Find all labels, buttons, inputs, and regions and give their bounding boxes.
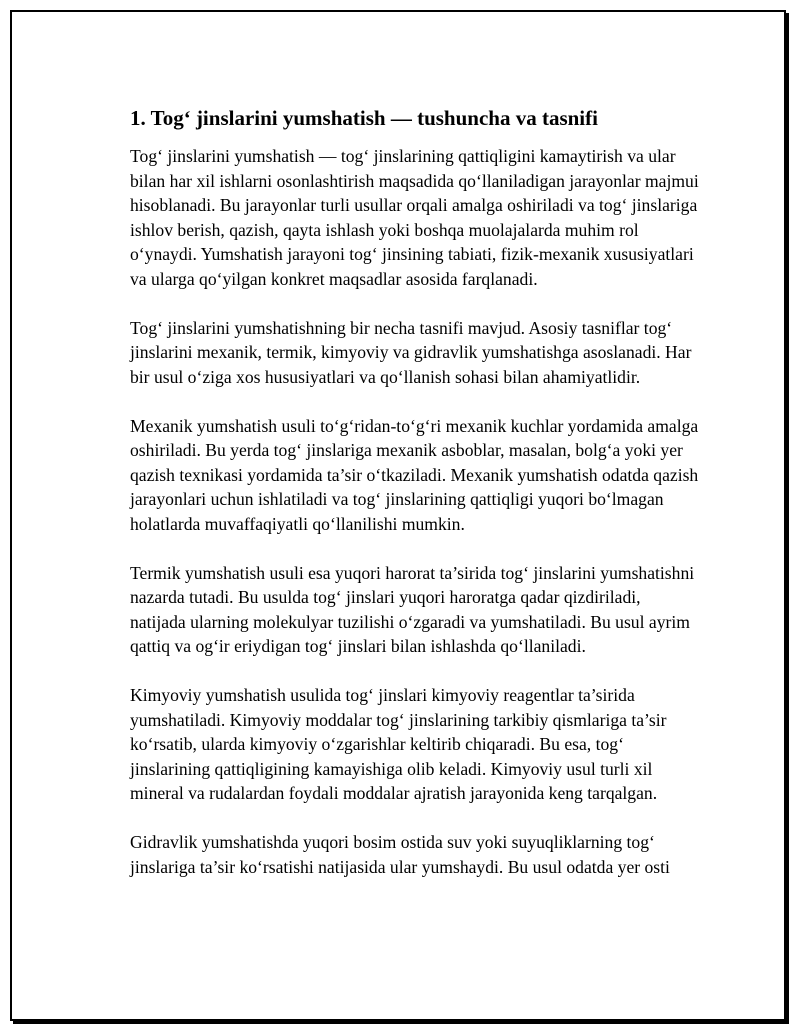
section-heading: 1. Tog‘ jinslarini yumshatish — tushuncha va tasnifi [130, 106, 598, 130]
page-frame [10, 10, 786, 1021]
paragraph-hydraulic: Gidravlik yumshatishda yuqori bosim ostida suv yoki suyuqliklarning tog‘ jinslariga ta’sir ko‘rsatishi natijasida ular yumshaydi. Bu usul odatda yer osti [130, 832, 670, 877]
paragraph-mechanical: Mexanik yumshatish usuli to‘g‘ridan-to‘g‘ri mexanik kuchlar yordamida amalga oshiriladi. Bu yerda tog‘ jinslariga mexanik asboblar, masalan, bolg‘a yoki yer qazish texnikasi yordamida ta’sir o‘tkaziladi. Mexanik yumshatish odatda qazish jarayonlari uchun ishlatiladi va tog‘ jinslarining qattiqligi yuqori bo‘lmagan holatlarda muvaffaqiyatli qo‘llanilishi mumkin. [130, 415, 699, 534]
paragraph-thermal: Termik yumshatish usuli esa yuqori harorat ta’sirida tog‘ jinslarini yumshatishni nazarda tutadi. Bu usulda tog‘ jinslari yuqori haroratga qadar qizdiriladi, natijada ularning molekulyar tuzilishi o‘zgaradi va yumshatiladi. Bu usul ayrim qattiq va og‘ir eriydigan tog‘ jinslari bilan ishlashda qo‘llaniladi. [130, 562, 695, 656]
paragraph-chemical: Kimyoviy yumshatish usulida tog‘ jinslari kimyoviy reagentlar ta’sirida yumshatiladi. Kimyoviy moddalar tog‘ jinslarining tarkibiy qismlariga ta’sir ko‘rsatib, ularda kimyoviy o‘zgarishlar keltirib chiqaradi. Bu esa, tog‘ jinslarining qattiqligining kamayishiga olib keladi. Kimyoviy usul turli xil mineral va rudalardan foydali moddalar ajratish jarayonida keng tarqalgan. [130, 685, 667, 803]
paragraph-definition: Tog‘ jinslarini yumshatish — tog‘ jinslarining qattiqligini kamaytirish va ular bilan har xil ishlarni osonlashtirish maqsadida qo‘llaniladigan jarayonlar majmui hisoblanadi. Bu jarayonlar turli usullar orqali amalga oshiriladi va tog‘ jinslariga ishlov berish, qazish, qayta ishlash yoki boshqa muolajalarda muhim rol o‘ynaydi. Yumshatish jarayoni tog‘ jinsining tabiati, fizik-mexanik xususiyatlari va ularga qo‘yilgan konkret maqsadlar asosida farqlanadi. [130, 146, 699, 289]
paragraph-classification: Tog‘ jinslarini yumshatishning bir necha tasnifi mavjud. Asosiy tasniflar tog‘ jinslarini mexanik, termik, kimyoviy va gidravlik yumshatishga asoslanadi. Har bir usul o‘ziga xos hususiyatlari va qo‘llanish sohasi bilan ahamiyatlidir. [130, 317, 692, 387]
document-body [130, 104, 700, 904]
